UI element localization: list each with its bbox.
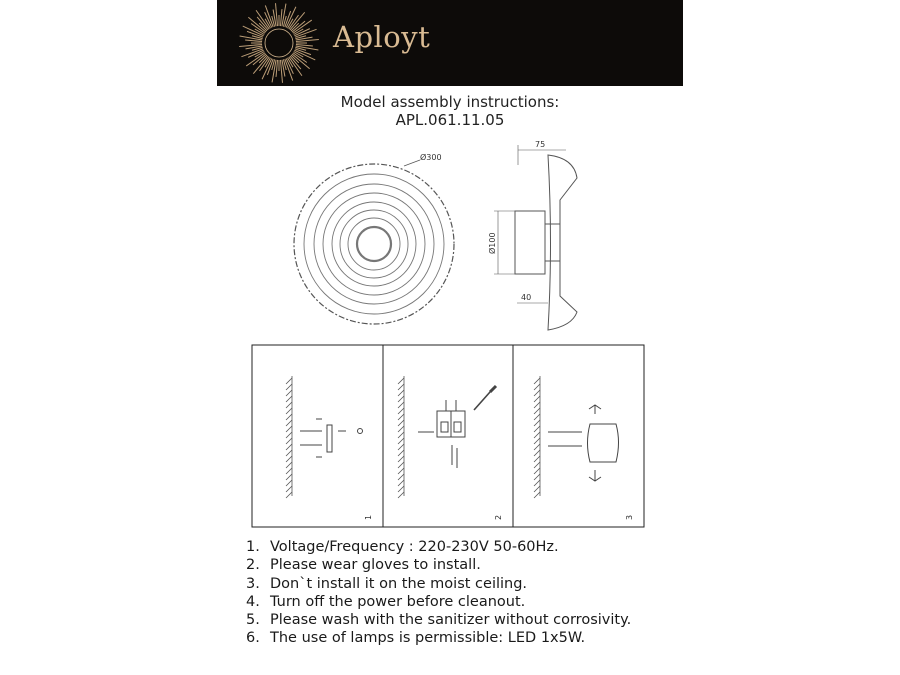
model-number: APL.061.11.05	[395, 111, 505, 129]
instruction-item: 5. Please wash with the sanitizer without corrosivity.	[246, 612, 632, 629]
instruction-item: 6. The use of lamps is permissible: LED 1x5W.	[246, 630, 586, 647]
step-panels	[252, 345, 644, 527]
instruction-item: 4. Turn off the power before cleanout.	[246, 593, 526, 610]
instructions-list	[246, 538, 631, 648]
step-number-2: 2	[494, 514, 503, 520]
step-number-3: 3	[625, 514, 634, 520]
side-view	[494, 145, 577, 330]
step-number-1: 1	[364, 514, 373, 520]
instruction-item: 1. Voltage/Frequency : 220-230V 50-60Hz.	[246, 539, 559, 555]
step-2-wiring-terminal	[418, 386, 496, 468]
step-3-attach-lamp	[548, 405, 619, 481]
step-1-mounting-bracket	[300, 419, 363, 457]
base-diameter-label: Ø100	[488, 232, 497, 254]
brand-name: Aployt	[333, 20, 431, 54]
instruction-item: 3. Don`t install it on the moist ceiling.	[246, 575, 528, 592]
base-depth-label: 40	[521, 293, 532, 302]
depth-label: 75	[535, 140, 546, 149]
front-view	[294, 160, 454, 324]
diameter-label: Ø300	[420, 153, 442, 162]
instruction-item: 2. Please wear gloves to install.	[246, 557, 481, 574]
page-title: Model assembly instructions:	[340, 93, 560, 111]
